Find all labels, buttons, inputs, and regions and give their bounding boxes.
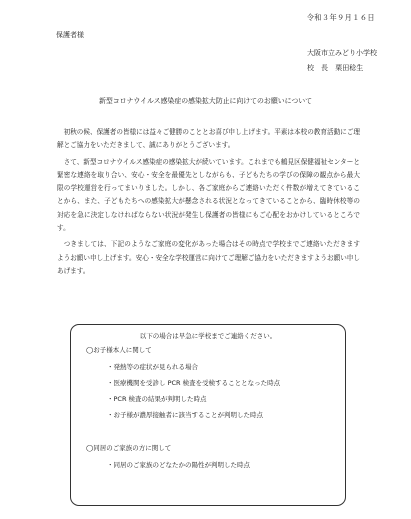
notice-section-family	[86, 443, 171, 452]
notice-item: ・発熱等の症状が見られる場合	[107, 363, 198, 371]
notice-item: ・PCR 検査の結果が判明した時点	[107, 395, 207, 403]
document-body	[57, 126, 360, 278]
notice-section-label: 同居のご家族の方に関して	[93, 444, 172, 452]
notice-box	[70, 324, 346, 506]
document-date: 令和３年９月１６日	[306, 13, 375, 22]
circle-marker-icon: ◯	[86, 444, 94, 452]
sender-block	[307, 46, 377, 76]
principal-role: 校 長	[307, 64, 328, 72]
recipient: 保護者様	[56, 31, 84, 39]
notice-section-label: お子様本人に関して	[93, 346, 152, 354]
body-paragraph: 初秋の候、保護者の皆様には益々ご健勝のこととお喜び申し上げます。平素は本校の教育活動にご理解とご協力をいただきまして、誠にありがとうございます。	[57, 128, 360, 150]
notice-item: ・お子様が濃厚接触者に該当することが判明した時点	[107, 411, 263, 419]
circle-marker-icon: ◯	[86, 346, 94, 354]
school-name: 大阪市立みどり小学校	[307, 49, 377, 57]
notice-item: ・同居のご家族のどなたかの陽性が判明した時点	[107, 461, 250, 469]
principal-line	[307, 61, 377, 76]
notice-item: ・医療機関を受診し PCR 検査を受検することとなった時点	[107, 379, 281, 387]
notice-section-child	[86, 345, 152, 354]
notice-box-title: 以下の場合は早急に学校までご連絡ください。	[139, 332, 277, 340]
body-paragraph: つきましては、下記のようなご家庭の変化があった場合はその時点で学校までご連絡いただきますようお願い申し上げます。安心・安全な学校運営に向けてご理解ご協力をいただきますようお願い申しあげます。	[57, 240, 360, 275]
document-subject: 新型コロナウイルス感染症の感染拡大防止に向けてのお願いについて	[98, 97, 313, 105]
body-paragraph: さて、新型コロナウイルス感染症の感染拡大が続いています。これまでも鶴見区保健福祉センターと緊密な連絡を取り合い、安心・安全を最優先としながらも、子どもたちの学びの保障の観点から最大限の学校運営を行ってまいりました。しかし、各ご家庭からご連絡いただく件数が増えてきていることから、また、子どもたちへの感染拡大が懸念される状況となってきていることから、臨時休校等の対応を急に決定しなければならない状況が発生し保護者の皆様にもご心配をおかけしているところです。	[57, 157, 360, 233]
principal-name: 栗田稔生	[335, 64, 364, 72]
